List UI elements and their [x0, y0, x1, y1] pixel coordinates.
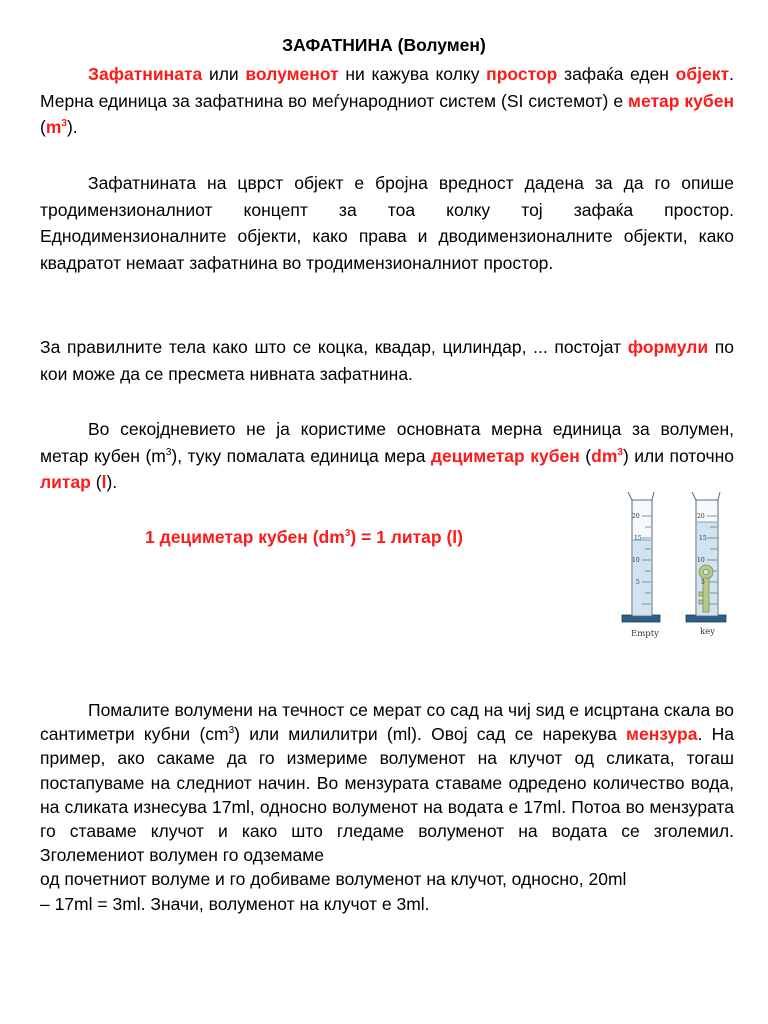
paragraph-definition: [40, 61, 734, 141]
paragraph-solid-object: Зафатнината на цврст објект е бројна вредност дадена за да го опише тродимензионалниот концепт за тоа колку тој зафаќа простор. Еднодимензионалните објекти, како права и дводимензионалните објекти, како квадратот немаат зафатнина во тродимензионалниот простор.: [40, 173, 734, 273]
text-run: ) или поточно: [622, 445, 734, 466]
tick-label: 15: [634, 535, 642, 542]
text-run: ).: [106, 472, 118, 492]
cylinder-with-key: [686, 492, 726, 622]
tick-label: 15: [699, 535, 707, 542]
formula-left: 1 дециметар кубен (dm: [145, 527, 345, 547]
text-run: зафаќа еден: [557, 64, 676, 84]
tick-label: 10: [632, 557, 640, 564]
text-run: . Мерна единица за зафатнина во меѓународниот систем (SI системот) е: [40, 64, 734, 111]
figure-label-empty: Empty: [631, 629, 659, 639]
text-run: или: [202, 64, 246, 84]
formula-right: ) = 1 литар (l): [350, 527, 463, 547]
term-zafatnina: Зафатнината: [88, 64, 203, 84]
term-metar-kuben: метар кубен: [628, 90, 735, 111]
text-run: (: [579, 445, 592, 466]
cylinder-empty: [622, 492, 660, 622]
superscript: 3: [228, 725, 235, 737]
text-run: За правилните тела како што се коцка, квадар, цилиндар, ... постојат: [40, 337, 628, 357]
text-run: (: [90, 472, 102, 492]
superscript: 3: [617, 446, 623, 458]
term-decimetar-kuben: дециметар кубен: [430, 445, 580, 466]
conversion-formula: [145, 527, 463, 548]
unit-symbol: m: [45, 117, 62, 137]
text-run: . На пример, ако сакаме да го измериме волуменот на клучот од сликата, тогаш постапуваме на следниот начин. Во мензурата ставаме одредено количество вода, на сликата изнесува 17ml, односно волуменот на водата е 17ml. Потоа во мензурата го ставаме клучот и како што гледаме волуменот на водата се зголемил. Зголемениот волумен го одземаме: [40, 724, 734, 866]
superscript: 3: [344, 528, 351, 540]
text-run: Помалите волумени на течност се мерат со сад на чиј ѕид е исцртана скала во сантиметри кубни (cm: [40, 700, 734, 745]
text-run: ни кажува колку: [338, 64, 487, 84]
unit-dm3: [591, 446, 623, 466]
tick-label: 20: [632, 513, 640, 520]
text-run: (: [40, 117, 46, 137]
text-run: Во секојдневието не ја користиме основната мерна единица за волумен, метар кубен (m: [40, 419, 734, 466]
term-litar: литар: [40, 472, 91, 492]
term-formuli: формули: [627, 337, 709, 357]
unit-m3: [46, 117, 67, 137]
superscript: 3: [61, 118, 67, 130]
paragraph-formulas: [40, 334, 734, 387]
unit-l: l: [101, 472, 107, 492]
unit-symbol: dm: [591, 445, 618, 466]
paragraph-menzura: [40, 698, 734, 916]
page-title: ЗАФАТНИНА (Волумен): [282, 35, 486, 55]
text-run: ).: [66, 117, 78, 137]
text-run: ) или милилитри (ml). Овој сад се нарекува: [234, 724, 627, 745]
term-prostor: простор: [486, 64, 558, 84]
superscript: 3: [165, 446, 172, 458]
term-objekt: објект: [675, 64, 730, 84]
figure-label-key: key: [700, 627, 715, 637]
graduated-cylinders-figure: [614, 482, 738, 644]
text-line: од почетниот волуме и го добиваме волуменот на клучот, односно, 20ml: [40, 869, 627, 890]
tick-label: 5: [701, 579, 705, 586]
term-menzura: мензура: [626, 724, 698, 745]
tick-label: 5: [636, 579, 640, 586]
term-volumen: волуменот: [245, 64, 339, 84]
text-run: по кои може да се пресмета нивната зафатнина.: [40, 337, 734, 384]
text-run: ), туку помалата единица мера: [171, 445, 431, 466]
tick-label: 10: [697, 557, 705, 564]
text-line: – 17ml = 3ml. Значи, волуменот на клучот е 3ml.: [40, 893, 430, 914]
tick-label: 20: [697, 513, 705, 520]
